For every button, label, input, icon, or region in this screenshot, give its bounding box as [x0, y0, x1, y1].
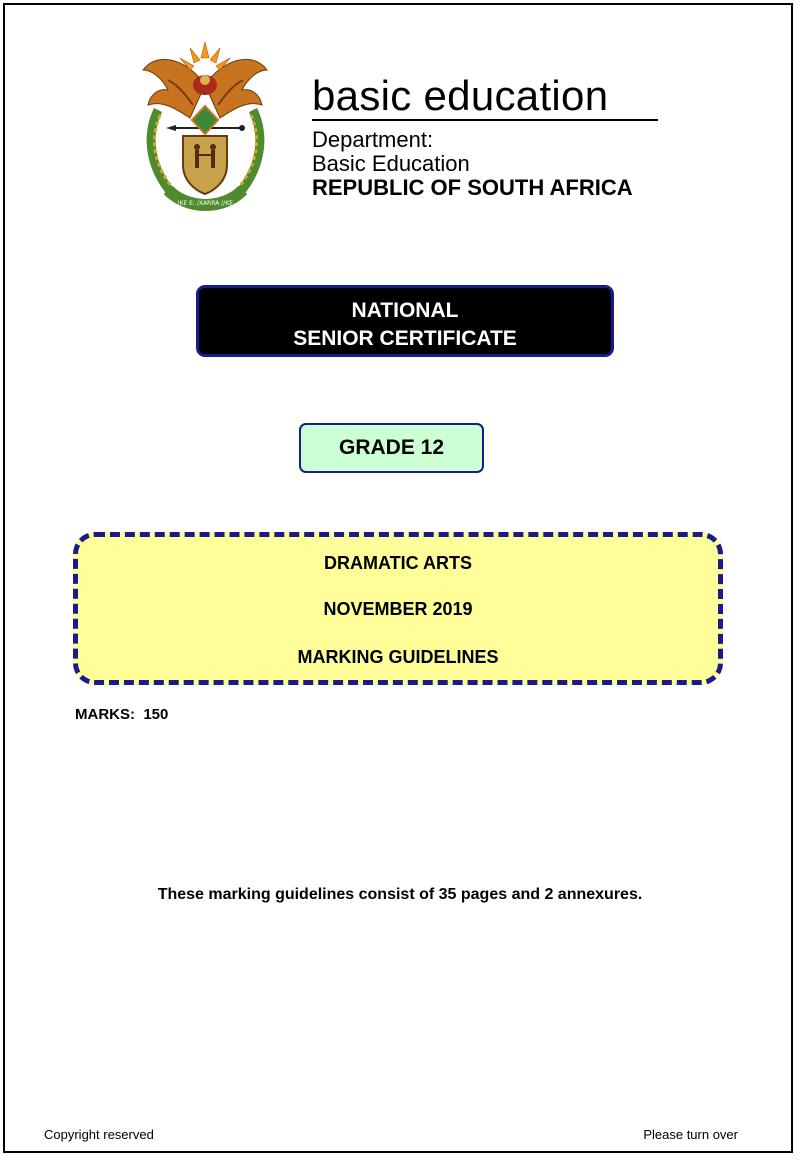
grade-box: GRADE 12	[299, 423, 484, 473]
subject-name: DRAMATIC ARTS	[324, 553, 472, 573]
department-line2: Basic Education	[312, 151, 470, 176]
department-line1: Department:	[312, 127, 434, 152]
exam-session: NOVEMBER 2019	[323, 599, 473, 619]
brand-name: basic education	[312, 72, 609, 119]
page-count-statement: These marking guidelines consist of 35 pages and 2 annexures.	[157, 886, 643, 903]
department-block	[312, 128, 633, 200]
subject-box	[73, 532, 723, 685]
document-type: MARKING GUIDELINES	[297, 647, 499, 667]
certificate-line2: SENIOR CERTIFICATE	[293, 327, 517, 350]
certificate-line1: NATIONAL	[351, 299, 459, 322]
emblem-motto: !KE E: /XARRA //KE	[177, 200, 233, 207]
footer-copyright: Copyright reserved	[44, 1127, 154, 1142]
total-marks: MARKS: 150	[75, 706, 169, 723]
footer-turn-over: Please turn over	[643, 1127, 738, 1142]
country-name: REPUBLIC OF SOUTH AFRICA	[312, 175, 633, 200]
certificate-title-box	[196, 285, 614, 357]
coat-of-arms-emblem	[138, 40, 273, 215]
brand-underline	[312, 119, 658, 121]
